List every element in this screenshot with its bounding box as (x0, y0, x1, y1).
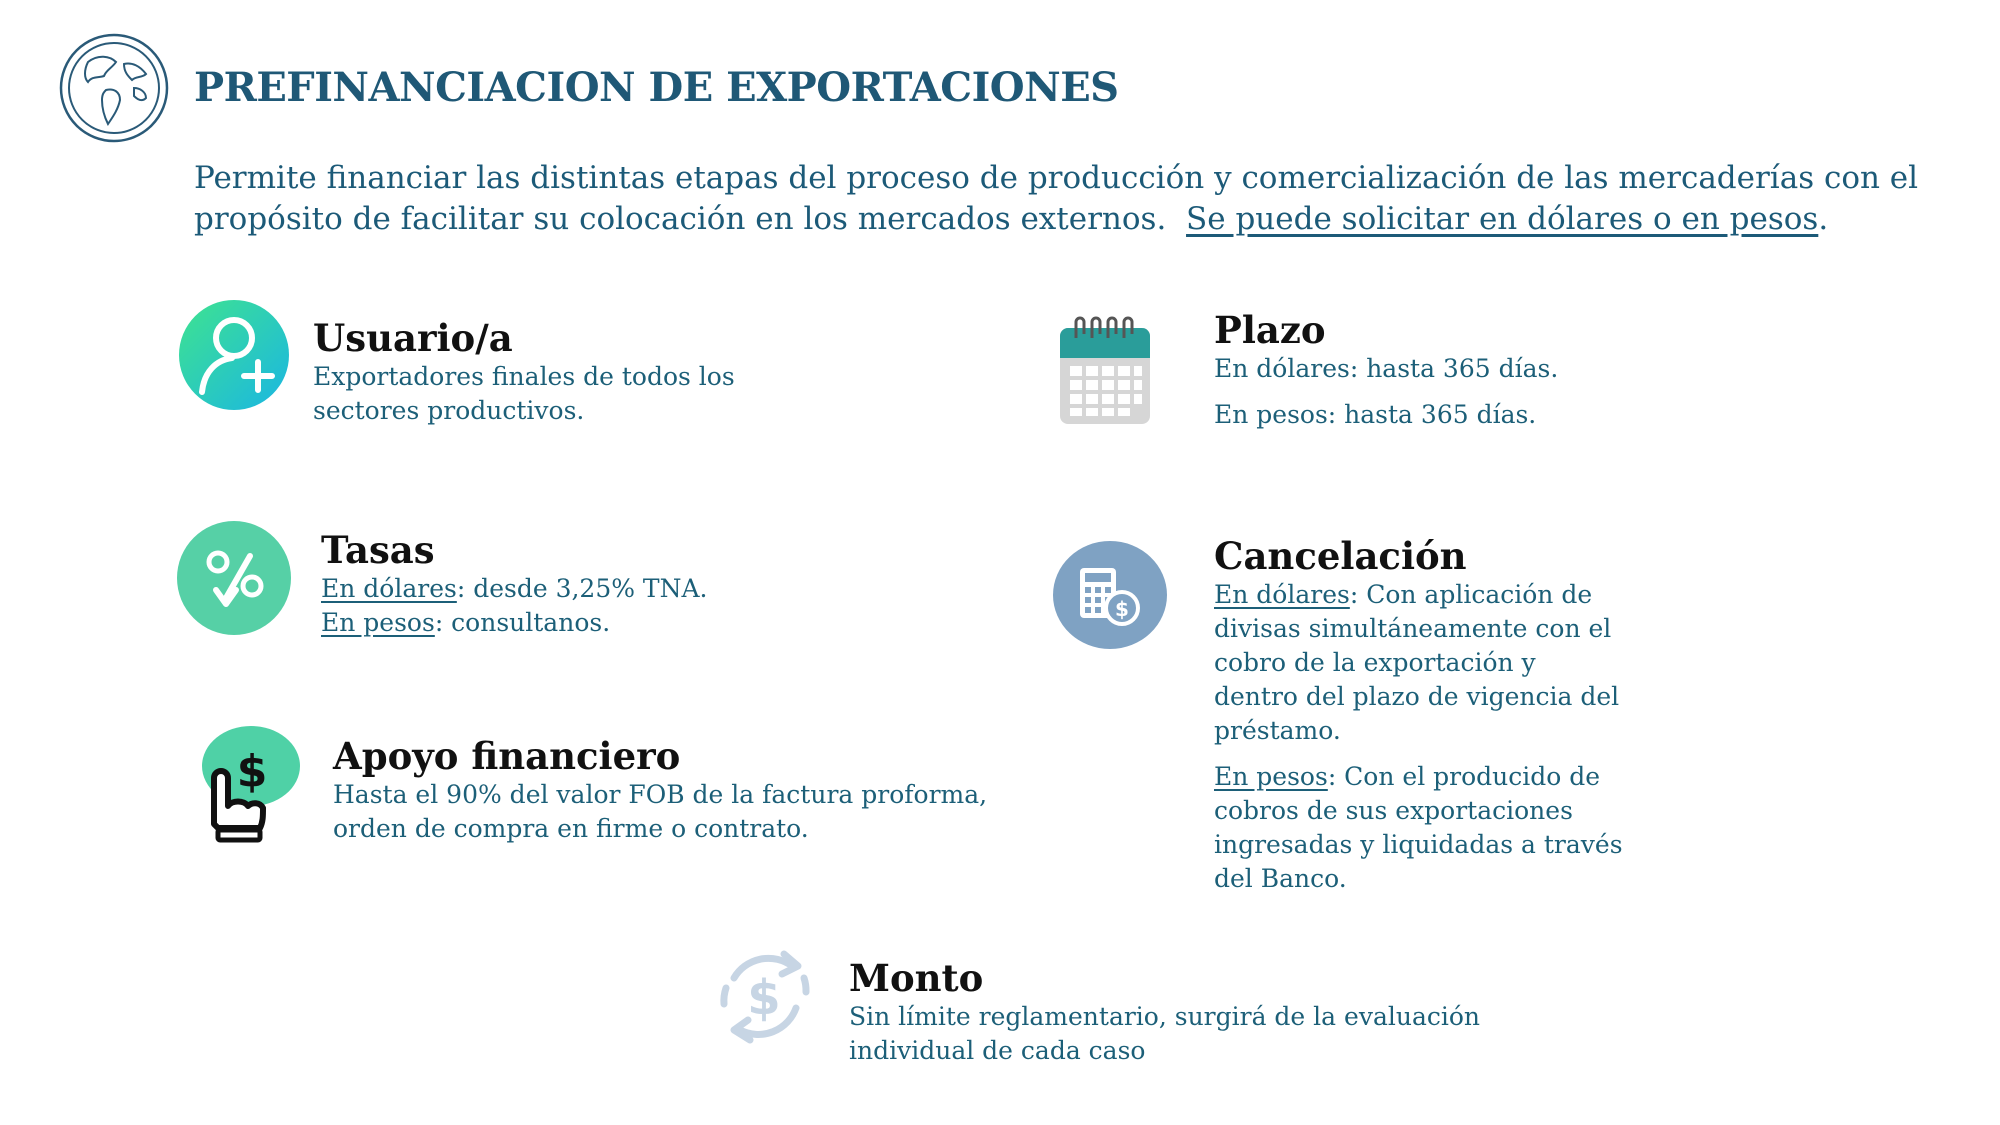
cancelacion-usd-label: En dólares (1214, 580, 1350, 609)
intro-paragraph (194, 158, 1954, 240)
tasas-ars-label: En pesos (321, 608, 435, 637)
apoyo-title: Apoyo financiero (333, 734, 681, 778)
plazo-body (1214, 352, 1814, 432)
plazo-title: Plazo (1214, 308, 1326, 352)
globe-icon (58, 32, 170, 144)
currency-link[interactable]: Se puede solicitar en dólares o en pesos (1186, 201, 1819, 237)
section-usuario (313, 316, 793, 428)
tasas-usd-value: : desde 3,25% TNA. (456, 574, 708, 603)
page-title: PREFINANCIACION DE EXPORTACIONES (194, 64, 1119, 111)
plazo-usd: En dólares: hasta 365 días. (1214, 354, 1559, 383)
percent-icon (176, 520, 292, 636)
cancelacion-body (1214, 578, 1624, 896)
svg-text:$: $ (747, 970, 781, 1026)
section-plazo (1214, 308, 1814, 432)
svg-text:$: $ (236, 746, 268, 797)
plazo-ars: En pesos: hasta 365 días. (1214, 400, 1537, 429)
cancelacion-usd (1214, 578, 1624, 748)
section-monto (849, 956, 1489, 1068)
cancelacion-title: Cancelación (1214, 534, 1467, 578)
cancelacion-usd-value: : Con aplicación de divisas simultáneamente con el cobro de la exportación y dentro del plazo de vigencia del préstamo. (1214, 580, 1620, 745)
monto-title: Monto (849, 956, 984, 1000)
calendar-icon (1058, 314, 1152, 426)
cancelacion-ars (1214, 760, 1624, 896)
svg-text:$: $ (1115, 597, 1129, 621)
hand-dollar-icon (200, 724, 302, 846)
cancelacion-ars-label: En pesos (1214, 762, 1328, 791)
monto-body: Sin límite reglamentario, surgirá de la evaluación individual de cada caso (849, 1002, 1480, 1065)
usuario-body: Exportadores finales de todos los sectores productivos. (313, 362, 735, 425)
intro-text: Permite financiar las distintas etapas del proceso de producción y comercialización de las mercaderías con el propósito de facilitar su colocación en los mercados externos. (194, 160, 1919, 237)
tasas-usd (321, 572, 881, 606)
calculator-dollar-icon (1052, 540, 1168, 650)
section-cancelacion (1214, 534, 1624, 896)
tasas-title: Tasas (321, 528, 435, 572)
intro-end: . (1818, 201, 1829, 237)
apoyo-body: Hasta el 90% del valor FOB de la factura proforma, orden de compra en firme o contrato. (333, 780, 988, 843)
cancelacion-ars-value: : Con el producido de cobros de sus exportaciones ingresadas y liquidadas a través del Banco. (1214, 762, 1623, 893)
tasas-ars-value: : consultanos. (434, 608, 611, 637)
tasas-ars (321, 606, 881, 640)
user-add-icon (178, 298, 290, 412)
section-apoyo (333, 734, 993, 846)
usuario-title: Usuario/a (313, 316, 513, 360)
tasas-body (321, 572, 881, 640)
tasas-usd-label: En dólares (321, 574, 457, 603)
dollar-cycle-icon (712, 944, 820, 1050)
section-tasas (321, 528, 881, 640)
